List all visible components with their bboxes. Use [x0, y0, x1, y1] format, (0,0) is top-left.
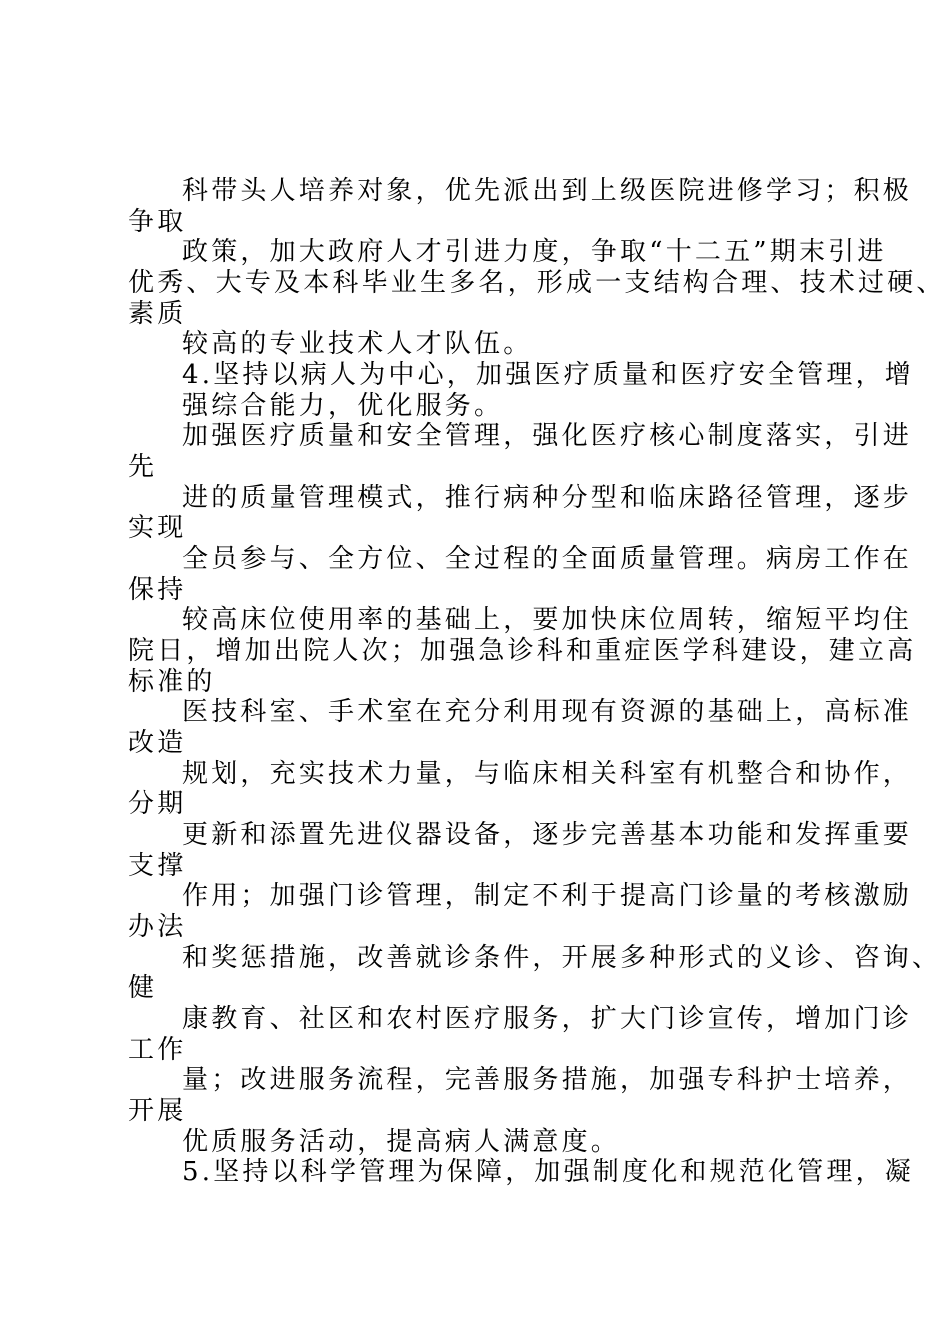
- text-line: 较高的专业技术人才队伍。: [182, 329, 533, 359]
- text-line: 规划，充实技术力量，与临床相关科室有机整合和协作，: [182, 759, 913, 789]
- text-line: 强综合能力，优化服务。: [182, 391, 504, 421]
- text-line: 和奖惩措施，改善就诊条件，开展多种形式的义诊、咨询、: [182, 943, 942, 973]
- text-line: 4.坚持以病人为中心，加强医疗质量和医疗安全管理，增: [182, 360, 915, 390]
- text-line: 进的质量管理模式，推行病种分型和临床路径管理，逐步: [182, 483, 913, 513]
- text-line: 量；改进服务流程，完善服务措施，加强专科护士培养，: [182, 1065, 913, 1095]
- text-line: 5.坚持以科学管理为保障，加强制度化和规范化管理，凝: [182, 1157, 915, 1187]
- text-line: 办法: [128, 912, 187, 942]
- text-line: 工作: [128, 1035, 187, 1065]
- text-line: 实现: [128, 513, 187, 543]
- text-line: 科带头人培养对象，优先派出到上级医院进修学习；积极: [182, 176, 913, 206]
- text-line: 保持: [128, 575, 187, 605]
- text-line: 健: [128, 973, 158, 1003]
- text-line: 改造: [128, 728, 187, 758]
- text-line: 优质服务活动，提高病人满意度。: [182, 1127, 621, 1157]
- text-line: 优秀、大专及本科毕业生多名，形成一支结构合理、技术过硬、: [128, 268, 946, 298]
- text-line: 先: [128, 452, 158, 482]
- text-line: 争取: [128, 207, 187, 237]
- text-line: 政策，加大政府人才引进力度，争取“十二五”期末引进: [182, 237, 887, 267]
- text-line: 较高床位使用率的基础上，要加快床位周转，缩短平均住: [182, 605, 913, 635]
- text-line: 分期: [128, 789, 187, 819]
- text-line: 加强医疗质量和安全管理，强化医疗核心制度落实，引进: [182, 421, 913, 451]
- text-line: 更新和添置先进仪器设备，逐步完善基本功能和发挥重要: [182, 820, 913, 850]
- text-line: 开展: [128, 1096, 187, 1126]
- text-line: 作用；加强门诊管理，制定不利于提高门诊量的考核激励: [182, 881, 913, 911]
- text-line: 支撑: [128, 851, 187, 881]
- text-line: 医技科室、手术室在充分利用现有资源的基础上，高标准: [182, 697, 913, 727]
- text-line: 素质: [128, 299, 187, 329]
- text-line: 标准的: [128, 667, 216, 697]
- text-line: 康教育、社区和农村医疗服务，扩大门诊宣传，增加门诊: [182, 1004, 913, 1034]
- text-line: 院日，增加出院人次；加强急诊科和重症医学科建设，建立高: [128, 636, 917, 666]
- text-line: 全员参与、全方位、全过程的全面质量管理。病房工作在: [182, 544, 913, 574]
